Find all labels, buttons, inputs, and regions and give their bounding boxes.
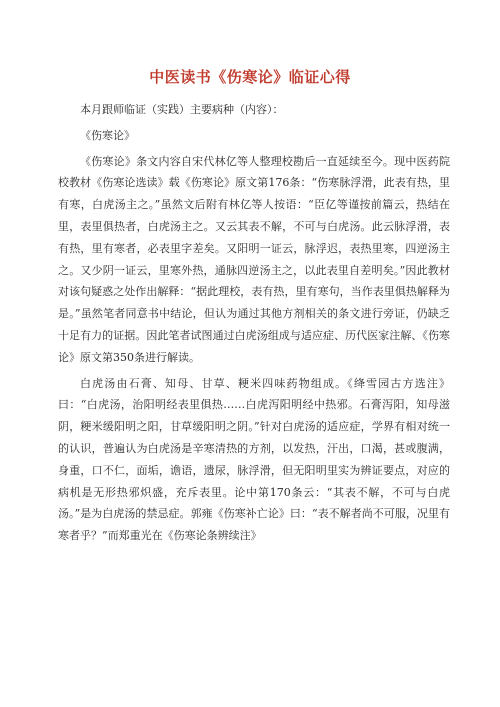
paragraph-main: 《伤寒论》条文内容自宋代林亿等人整理校勘后一直延续至今。现中医药院校教材《伤寒论选读》载《伤寒论》原文第176条：“伤寒脉浮滑，此表有热，里有寒，白虎汤主之。”虽然文后附有林亿等人按语：“臣亿等谨按前篇云，热结在里，表里俱热者，白虎汤主之。又云其表不解，不可与白虎汤。此云脉浮滑，表有热，里有寒者，必表里字差矣。又阳明一证云，脉浮迟，表热里寒，四逆汤主之。又少阴一证云，里寒外热，通脉四逆汤主之，以此表里自差明矣。”因此教材对该句疑惑之处作出解释：“据此理校，表有热，里有寒句，当作表里俱热解释为是。”虽然笔者同意书中结论，但认为通过其他方剂相关的条文进行旁证，仍缺乏十足有力的证据。因此笔者试图通过白虎汤组成与适应症、历代医家注解、《伤寒论》原文第350条进行解读。 xyxy=(58,154,450,364)
paragraph-intro: 本月跟师临证（实践）主要病种（内容）： xyxy=(80,103,284,116)
paragraph-baihu-decoction: 白虎汤由石膏、知母、甘草、粳米四味药物组成。《绛雪园古方选注》曰：“白虎汤，治阳明经表里俱热……白虎泻阳明经中热邪。石膏泻阳，知母滋阴，粳米缓阳明之阳，甘草缓阳明之阴。”针对白虎汤的适应症，学界有相对统一的认识，普遍认为白虎汤是辛寒清热的方剂，以发热，汗出，口渴，甚或腹满，身重，口不仁，面垢，谵语，遗尿，脉浮滑，但无阳明里实为辨证要点，对应的病机是无形热邪炽盛，充斥表里。论中第170条云：“其表不解，不可与白虎汤。”是为白虎汤的禁忌症。郭雍《伤寒补亡论》曰：“表不解者尚不可服，况里有寒者乎？”而郑重光在《伤寒论条辨续注》 xyxy=(58,376,450,543)
document-body xyxy=(58,99,450,547)
paragraph-section-heading: 《伤寒论》 xyxy=(80,128,135,142)
document-title: 中医读书《伤寒论》临证心得 xyxy=(149,68,351,86)
